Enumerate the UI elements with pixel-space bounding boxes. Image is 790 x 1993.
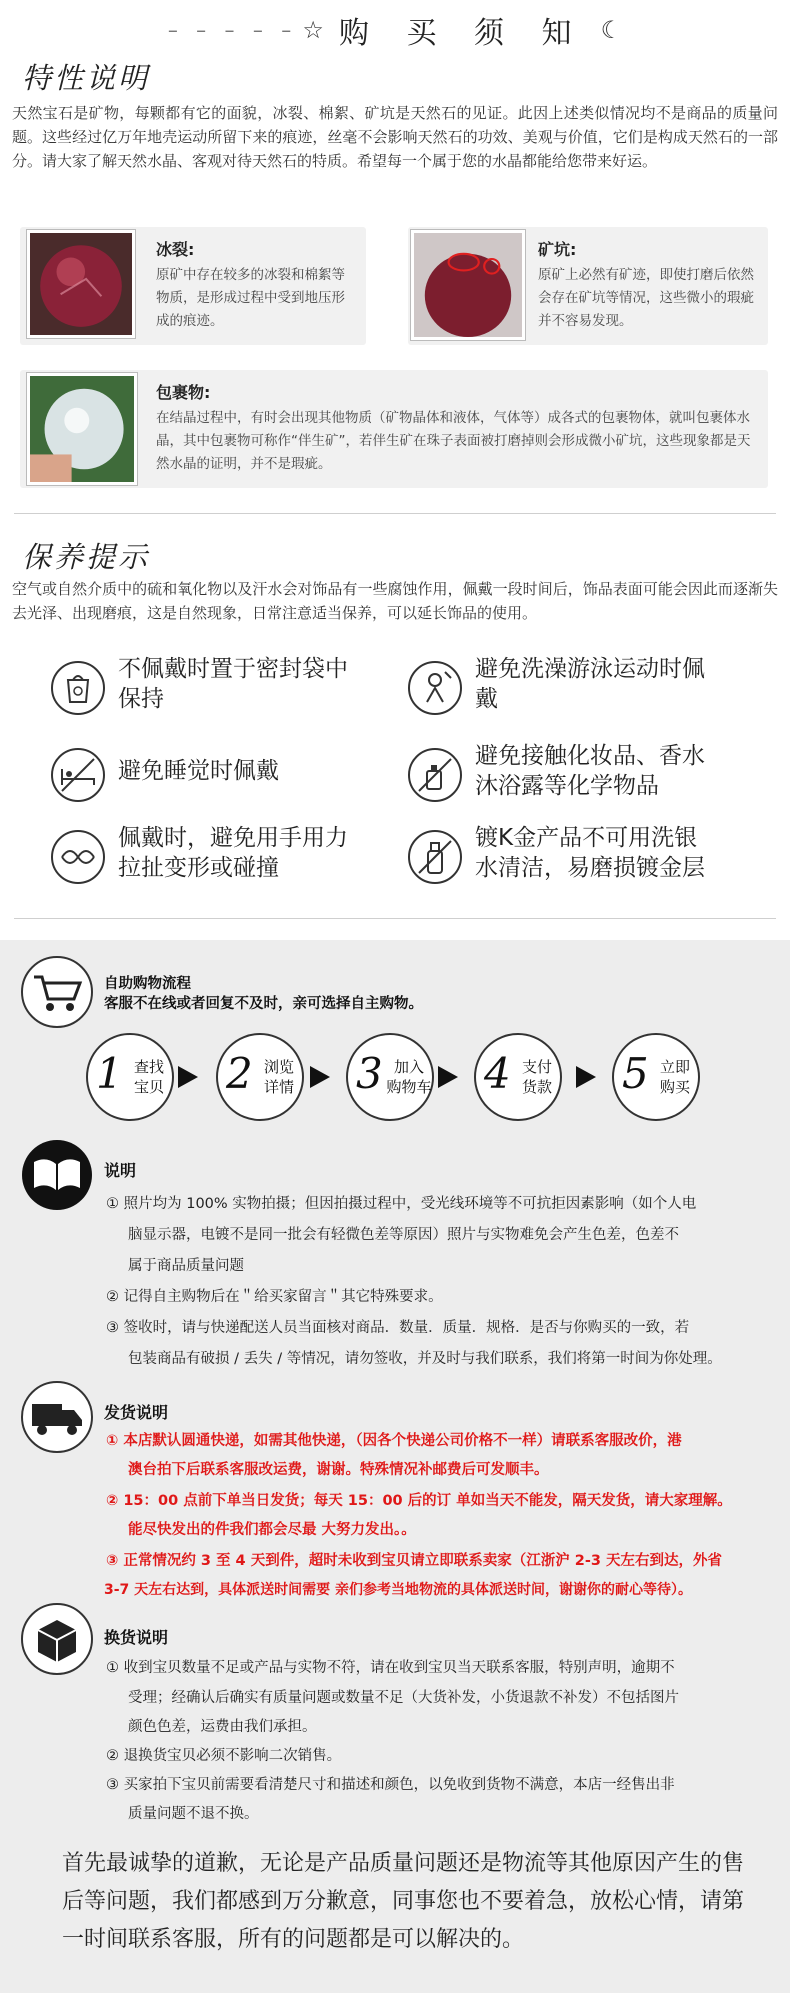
step-buy: 5 立即 购买 <box>612 1033 700 1121</box>
tip-line2: 拉扯变形或碰撞 <box>118 855 279 881</box>
divider <box>14 513 776 514</box>
notes-line: ① 照片均为 100% 实物拍摄；但因拍摄过程中，受光线环境等不可抗拒因素影响（如个人电 <box>106 1196 697 1212</box>
moon-icon: ☾ <box>600 16 623 44</box>
page-title-bar <box>0 8 790 50</box>
exchange-title: 换货说明 <box>104 1628 169 1647</box>
care-intro: 空气或自然介质中的硫和氧化物以及汗水会对饰品有一些腐蚀作用，佩戴一段时间后，饰品表面可能会因此而逐渐失去光泽、出现磨痕，这是自然现象，日常注意适当保养，可以延长饰品的使用。 <box>12 580 778 622</box>
inclusion-desc: 在结晶过程中，有时会出现其他物质（矿物晶体和液体，气体等）成各式的包裹物体，就叫包裹体水晶，其中包裹物可称作“伴生矿”，若伴生矿在珠子表面被打磨掉则会形成微小矿坑，这些现象都是天然水晶的证明，并不是瑕疵。 <box>156 410 751 472</box>
star-icon: ☆ <box>302 16 324 44</box>
shopping-cart-icon <box>20 955 94 1029</box>
care-heading: 保养提示 <box>22 540 151 574</box>
exchange-line: 颜色色差，运费由我们承担。 <box>128 1719 317 1735</box>
notes-line: 包装商品有破损 / 丢失 / 等情况，请勿签收，并及时与我们联系，我们将第一时间为你处理。 <box>128 1351 722 1367</box>
shipping-line: ① 本店默认圆通快递，如需其他快递，（因各个快递公司价格不一样）请联系客服改价，港 <box>106 1433 682 1449</box>
bed-icon <box>50 747 106 803</box>
tip-line2: 戴 <box>475 686 498 712</box>
shipping-line: ② 15：00 点前下单当日发货；每天 15：00 后的订 单如当天不能发，隔天发货，请大家理解。 <box>106 1493 732 1509</box>
inclusion-photo <box>26 372 138 486</box>
notes-line: 属于商品质量问题 <box>128 1258 244 1274</box>
arrow-right-icon <box>576 1066 596 1088</box>
tip-perfume <box>407 741 777 813</box>
apology-line: 一时间联系客服，所有的问题都是可以解决的。 <box>62 1927 525 1952</box>
step-browse: 2 浏览 详情 <box>216 1033 304 1121</box>
book-icon <box>20 1138 94 1212</box>
shipping-line: 能尽快发出的件我们都会尽最 大努力发出。。 <box>128 1522 416 1538</box>
tip-line1: 避免睡觉时佩戴 <box>118 758 279 784</box>
exchange-line: ② 退换货宝贝必须不影响二次销售。 <box>106 1748 342 1764</box>
tip-line1: 不佩戴时置于密封袋中 <box>118 656 348 682</box>
notes-line: ② 记得自主购物后在＂给买家留言＂其它特殊要求。 <box>106 1289 443 1305</box>
apology-text <box>62 1845 782 1959</box>
apology-line: 首先最诚挚的道歉，无论是产品质量问题还是物流等其他原因产生的售 <box>62 1851 745 1876</box>
tip-shower <box>407 654 777 726</box>
arrow-right-icon <box>438 1066 458 1088</box>
tip-bottle <box>407 823 777 895</box>
tip-line2: 保持 <box>118 686 164 712</box>
feature-card-mine-pit <box>408 227 768 345</box>
tip-line2: 水清洁，易磨损镀金层 <box>475 855 705 881</box>
exchange-line: 受理；经确认后确实有质量问题或数量不足（大货补发，小货退款不补发）不包括图片 <box>128 1690 679 1706</box>
package-icon <box>20 1602 94 1676</box>
notes-title: 说明 <box>104 1161 137 1180</box>
tip-line1: 佩戴时，避免用手用力 <box>118 825 348 851</box>
inclusion-title: 包裹物: <box>156 383 211 402</box>
tip-sealed-bag <box>50 654 380 726</box>
feature-card-inclusion <box>20 370 768 488</box>
features-heading: 特性说明 <box>22 61 151 95</box>
knot-icon <box>50 829 106 885</box>
page-title: 购 买 须 知 <box>338 16 586 51</box>
tip-line2: 沐浴露等化学物品 <box>475 773 659 799</box>
feature-card-ice-crack <box>20 227 366 345</box>
ice-crack-desc: 原矿中存在较多的冰裂和棉絮等物质，是形成过程中受到地压形成的痕迹。 <box>156 267 345 329</box>
mine-pit-photo <box>410 229 526 341</box>
step-add-cart: 3 加入 购物车 <box>346 1033 434 1121</box>
truck-icon <box>20 1380 94 1454</box>
step-find: 1 查找 宝贝 <box>86 1033 174 1121</box>
bottle-icon <box>407 829 463 885</box>
tip-line1: 避免洗澡游泳运动时佩 <box>475 656 705 682</box>
step-pay: 4 支付 货款 <box>474 1033 562 1121</box>
ice-crack-photo <box>26 229 136 339</box>
exchange-line: ① 收到宝贝数量不足或产品与实物不符，请在收到宝贝当天联系客服，特别声明，逾期不 <box>106 1660 675 1676</box>
shower-icon <box>407 660 463 716</box>
mine-pit-title: 矿坑: <box>538 240 577 259</box>
notes-line: ③ 签收时，请与快递配送人员当面核对商品．数量．质量．规格．是否与你购买的一致，若 <box>106 1320 690 1336</box>
tip-line1: 避免接触化妆品、香水 <box>475 743 705 769</box>
tip-line1: 镀K金产品不可用洗银 <box>475 825 698 851</box>
divider <box>14 918 776 919</box>
arrow-right-icon <box>310 1066 330 1088</box>
tip-knot <box>50 823 380 895</box>
shipping-title: 发货说明 <box>104 1403 169 1422</box>
ice-crack-title: 冰裂: <box>156 240 195 259</box>
exchange-line: 质量问题不退不换。 <box>128 1806 259 1822</box>
shipping-line: 澳台拍下后联系客服改运费，谢谢。特殊情况补邮费后可发顺丰。 <box>128 1462 549 1478</box>
apology-line: 后等问题，我们都感到万分歉意，同事您也不要着急，放松心情，请第 <box>62 1889 745 1914</box>
mine-pit-desc: 原矿上必然有矿迹，即使打磨后依然会存在矿坑等情况，这些微小的瑕疵并不容易发现。 <box>538 267 754 329</box>
shopping-title: 自助购物流程 <box>104 976 191 992</box>
tip-bed <box>50 741 380 813</box>
features-intro: 天然宝石是矿物，每颗都有它的面貌，冰裂、棉絮、矿坑是天然石的见证。此因上述类似情况均不是商品的质量问题。这些经过亿万年地壳运动所留下来的痕迹，丝毫不会影响天然石的功效、美观与价值，它们是构成天然石的一部分。请大家了解天然水晶、客观对待天然石的特质。希望每一个属于您的水晶都能给您带来好运。 <box>12 104 778 170</box>
shopping-subtitle: 客服不在线或者回复不及时，亲可选择自主购物。 <box>104 996 423 1012</box>
notes-line: 脑显示器，电镀不是同一批会有轻微色差等原因）照片与实物难免会产生色差，色差不 <box>128 1227 679 1243</box>
sealed-bag-icon <box>50 660 106 716</box>
shipping-line: 3-7 天左右达到，具体派送时间需要 亲们参考当地物流的具体派送时间，谢谢你的耐心等待）。 <box>104 1582 693 1598</box>
exchange-line: ③ 买家拍下宝贝前需要看清楚尺寸和描述和颜色，以免收到货物不满意，本店一经售出非 <box>106 1777 675 1793</box>
arrow-right-icon <box>178 1066 198 1088</box>
title-dashes-left: – – – – – <box>167 18 298 42</box>
shipping-line: ③ 正常情况约 3 至 4 天到件，超时未收到宝贝请立即联系卖家（江浙沪 2-3 天左右到达，外省 <box>106 1553 722 1569</box>
perfume-icon <box>407 747 463 803</box>
